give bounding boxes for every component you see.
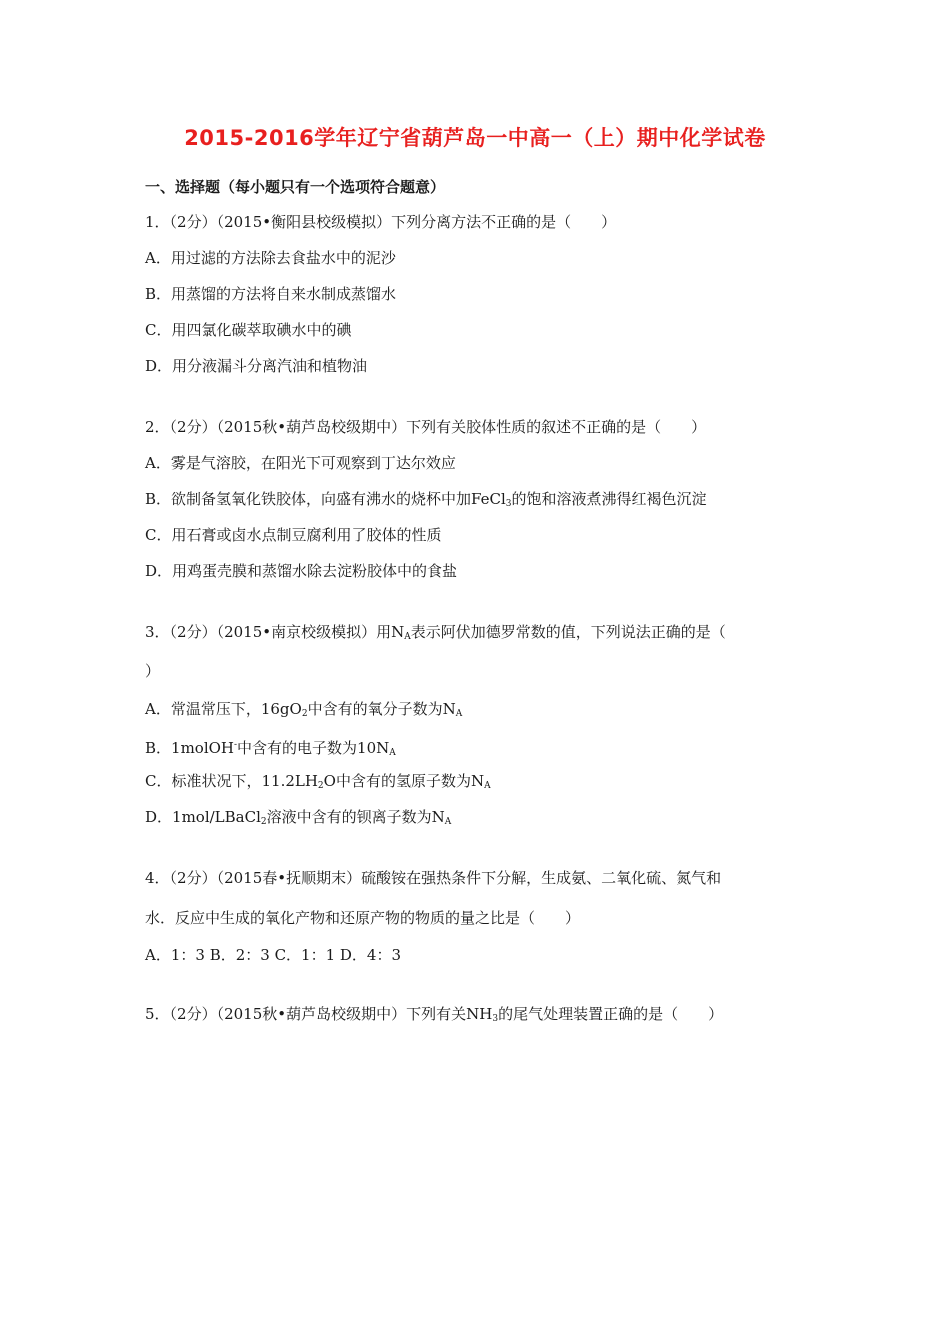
question-1-option-d: D．用分液漏斗分离汽油和植物油 (145, 357, 368, 375)
superscript: - (234, 740, 238, 750)
question-3-option-a (145, 699, 462, 724)
option-text: 中含有的氧分子数为N (307, 700, 456, 718)
question-2-option-b-text: B．欲制备氢氧化铁胶体，向盛有沸水的烧杯中加FeCl (145, 490, 506, 508)
section-heading: 一、选择题（每小题只有一个选项符合题意） (145, 178, 446, 196)
subscript: 2 (260, 817, 267, 827)
question-2-option-b (145, 489, 707, 514)
question-2-stem: 2．（2分）（2015秋•葫芦岛校级期中）下列有关胶体性质的叙述不正确的是（ ） (145, 418, 707, 436)
exam-title: 2015-2016学年辽宁省葫芦岛一中高一（上）期中化学试卷 (184, 126, 766, 150)
option-text: A．常温常压下，16gO (145, 700, 302, 718)
question-1-option-a: A．用过滤的方法除去食盐水中的泥沙 (145, 249, 396, 267)
subscript: 2 (317, 781, 324, 791)
option-text: D．1mol/LBaCl (145, 808, 261, 826)
option-text: C．标准状况下，11.2LH (145, 772, 318, 790)
option-text: 溶液中含有的钡离子数为N (266, 808, 445, 826)
question-1-option-b: B．用蒸馏的方法将自来水制成蒸馏水 (145, 285, 397, 303)
option-text: B．1molOH (145, 739, 234, 757)
question-3-stem-text-end: 表示阿伏加德罗常数的值，下列说法正确的是（ (410, 623, 726, 641)
question-3-option-d (145, 807, 451, 832)
question-4-stem: 4．（2分）（2015春•抚顺期末）硫酸铵在强热条件下分解，生成氨、二氧化硫、氮气和 (145, 869, 722, 887)
subscript: A (444, 817, 452, 827)
question-1-option-c: C．用四氯化碳萃取碘水中的碘 (145, 321, 352, 339)
question-2-option-b-text-end: 的饱和溶液煮沸得红褐色沉淀 (511, 490, 707, 508)
question-3-stem-continuation: ） (145, 662, 161, 680)
question-3-option-c (145, 771, 491, 796)
subscript: 3 (492, 1014, 499, 1024)
question-4-options: A．1：3 B．2：3 C．1：1 D．4：3 (145, 946, 402, 964)
question-4-stem-continuation: 水．反应中生成的氧化产物和还原产物的物质的量之比是（ ） (145, 909, 581, 927)
subscript: A (404, 632, 411, 642)
question-3-option-b (145, 735, 396, 763)
question-2-option-c: C．用石膏或卤水点制豆腐利用了胶体的性质 (145, 526, 442, 544)
subscript: A (484, 781, 491, 791)
subscript: A (389, 748, 396, 758)
question-5-stem (145, 1004, 723, 1029)
question-2-option-d: D．用鸡蛋壳膜和蒸馏水除去淀粉胶体中的食盐 (145, 562, 458, 580)
question-5-stem-text-end: 的尾气处理装置正确的是（ ） (498, 1005, 724, 1023)
subscript: 2 (301, 709, 308, 719)
question-3-stem (145, 622, 726, 647)
option-text: O中含有的氢原子数为N (323, 772, 485, 790)
question-5-stem-text: 5．（2分）（2015秋•葫芦岛校级期中）下列有关NH (145, 1005, 493, 1023)
option-text: 中含有的电子数为10N (237, 739, 390, 757)
subscript: 3 (505, 499, 512, 509)
question-2-option-a: A．雾是气溶胶，在阳光下可观察到丁达尔效应 (145, 454, 456, 472)
subscript: A (455, 709, 463, 719)
question-1-stem: 1．（2分）（2015•衡阳县校级模拟）下列分离方法不正确的是（ ） (145, 213, 617, 231)
question-3-stem-text: 3．（2分）（2015•南京校级模拟）用N (145, 623, 405, 641)
